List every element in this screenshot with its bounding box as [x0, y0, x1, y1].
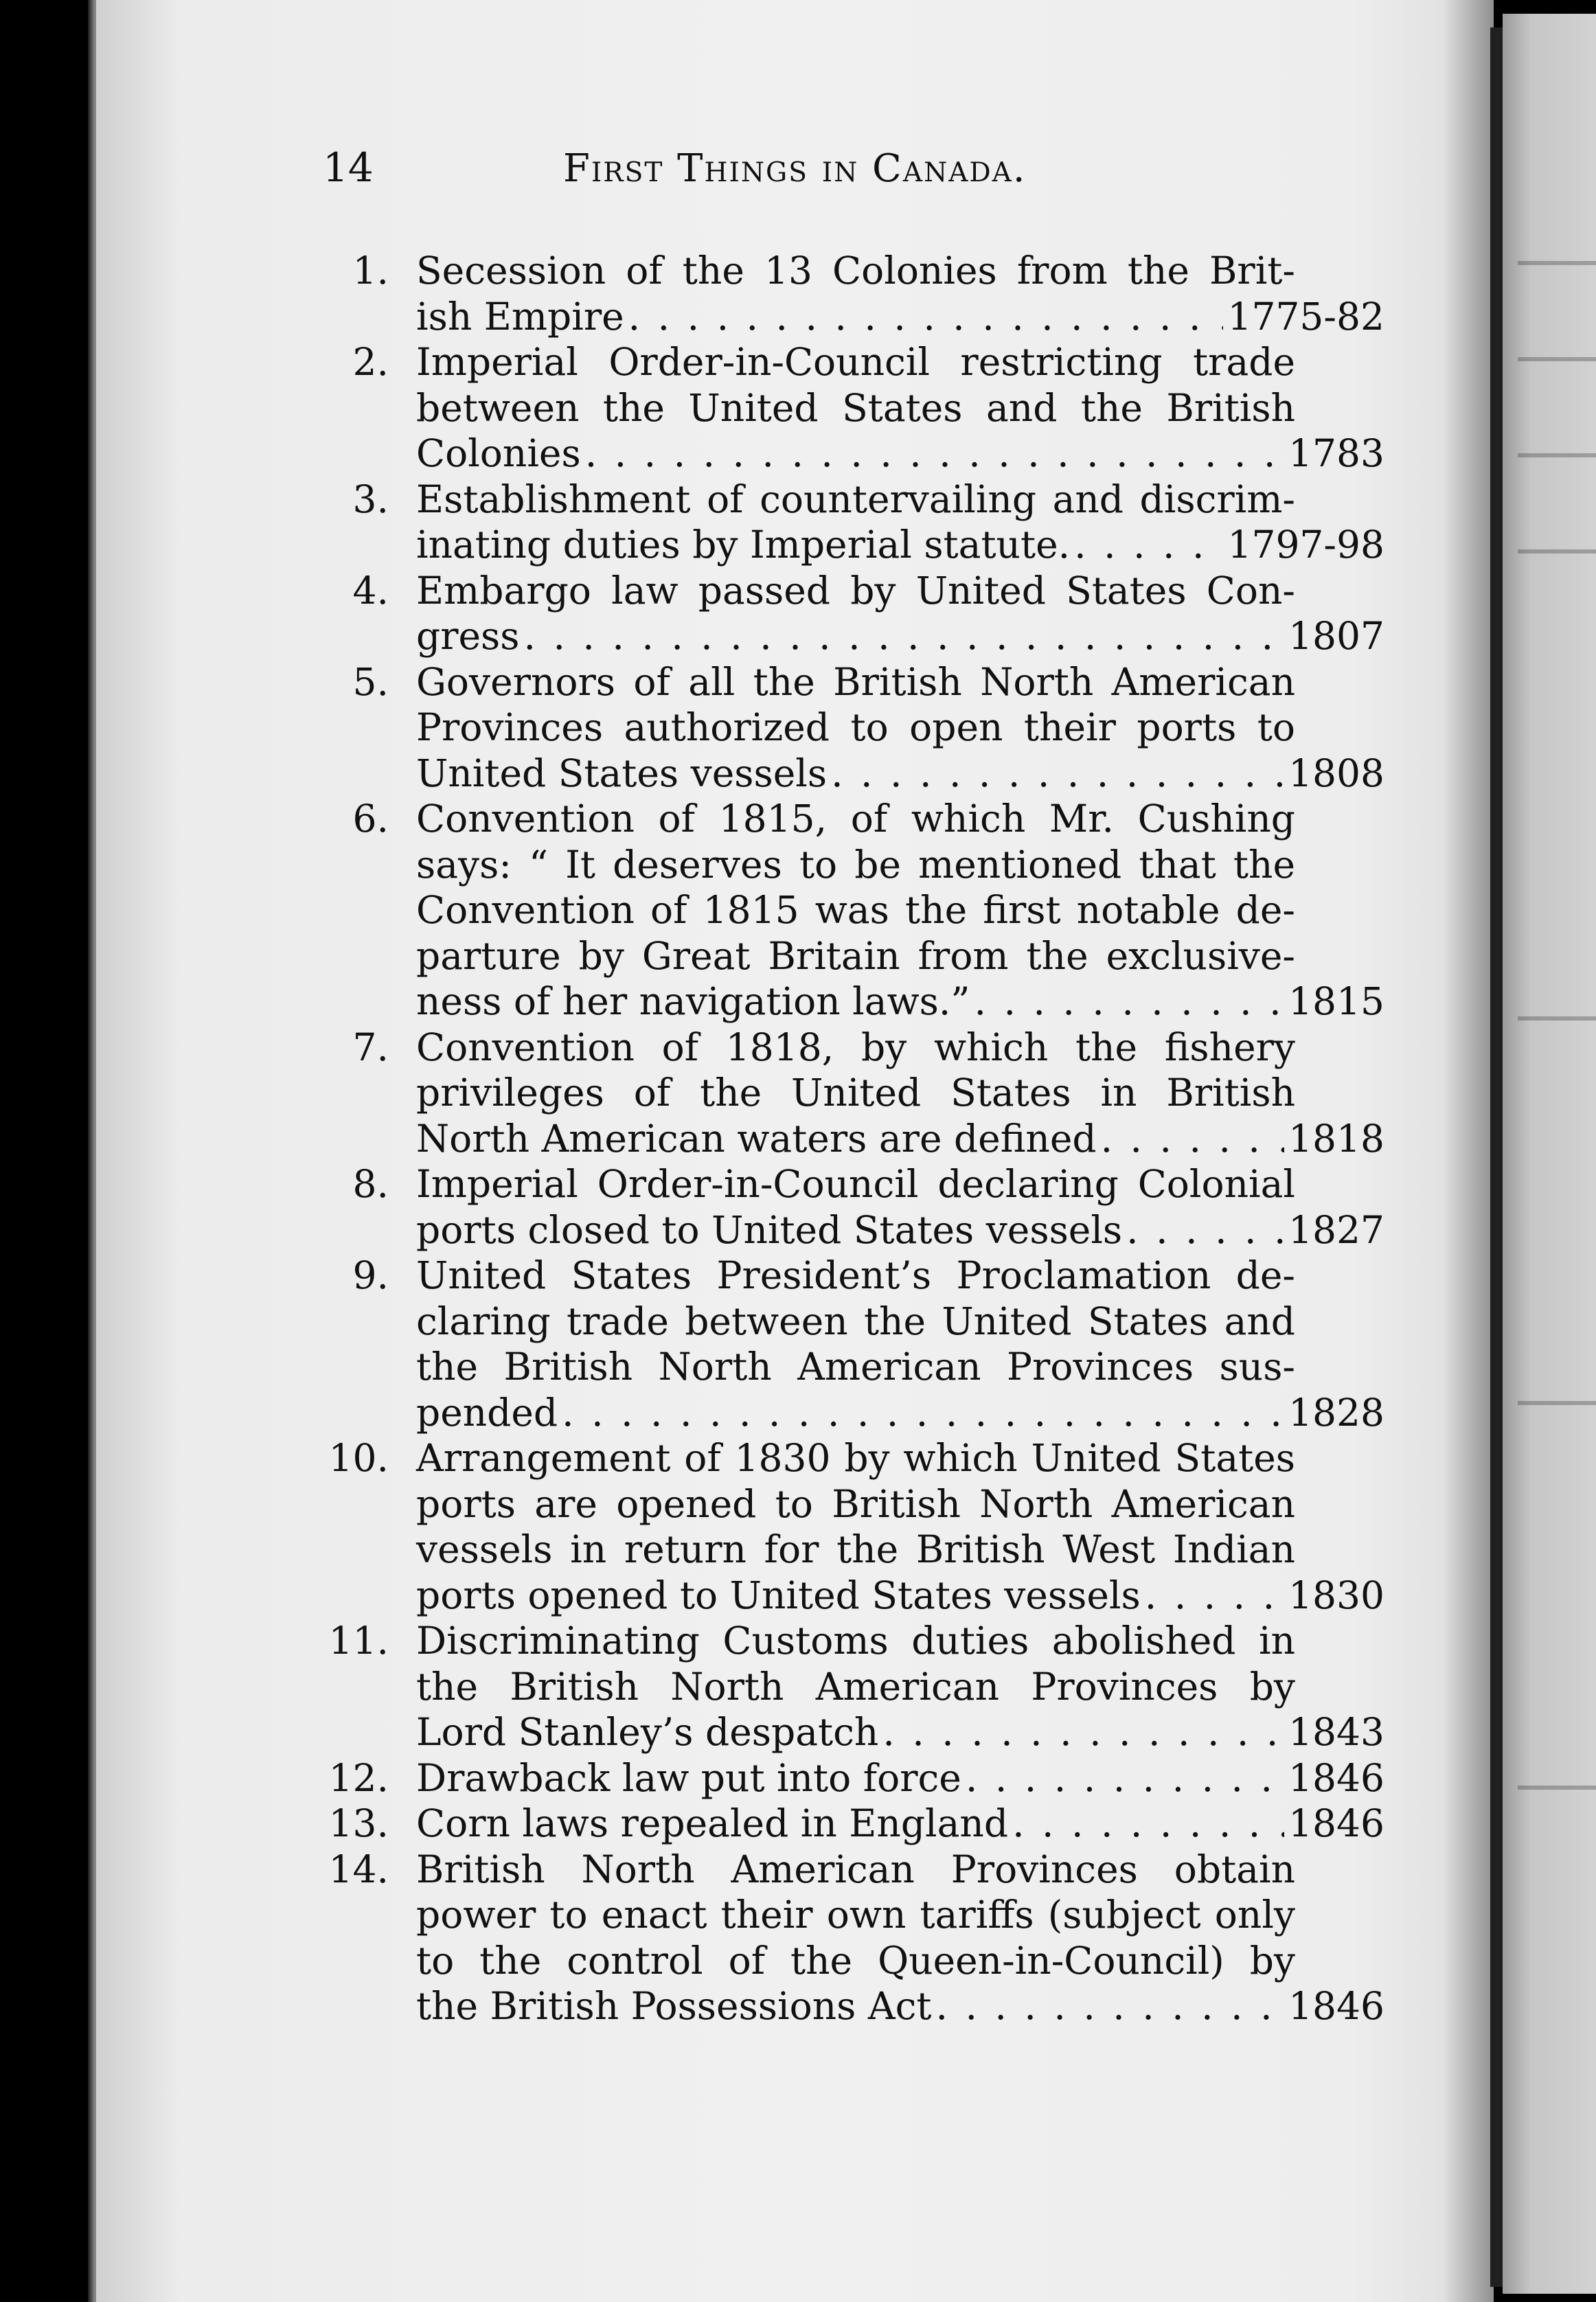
entry-final-line [416, 1117, 1384, 1161]
entry-text: Embargo law passed by United States Con- [416, 568, 1295, 613]
entry-number: 11. [328, 1619, 389, 1663]
entry-final-line [416, 751, 1384, 795]
chronology-list [0, 247, 1596, 2029]
entry-text: Imperial Order-in-Council restricting trade [416, 340, 1295, 384]
entry-number: 2. [352, 340, 389, 384]
entry-number: 13. [328, 1801, 389, 1845]
entry-line [0, 1572, 1596, 1618]
entry-line [0, 704, 1596, 750]
entry-line [0, 247, 1596, 293]
entry-text: Imperial Order-in-Council declaring Colonial [416, 1162, 1295, 1206]
entry-number: 6. [352, 797, 389, 841]
entry-date: 1828 [1288, 1390, 1384, 1435]
dot-leaders [562, 1391, 1284, 1435]
entry-text: Secession of the 13 Colonies from the Brit- [416, 249, 1295, 293]
entry-final-line [416, 979, 1384, 1023]
entry-date: 1846 [1288, 1755, 1384, 1800]
entry-line [0, 795, 1596, 841]
entry-number: 12. [328, 1755, 389, 1800]
entry-line [0, 1069, 1596, 1115]
entry-text: Lord Stanley’s despatch [416, 1710, 879, 1754]
entry-text: ish Empire [416, 294, 624, 339]
entry-line [0, 1389, 1596, 1435]
entry-line [0, 933, 1596, 979]
entry-date: 1815 [1288, 979, 1384, 1023]
dot-leaders [628, 295, 1224, 339]
entry-line [0, 1207, 1596, 1253]
entry-line [0, 659, 1596, 705]
entry-line [0, 1115, 1596, 1161]
entry-final-line [416, 1801, 1384, 1845]
entry-text: ness of her navigation laws.” [416, 979, 970, 1023]
entry-line [0, 567, 1596, 613]
entry-line [0, 521, 1596, 567]
dot-leaders [585, 431, 1284, 475]
entry-number: 9. [352, 1253, 389, 1297]
entry-text: between the United States and the British [416, 385, 1295, 430]
entry-line [0, 1983, 1596, 2029]
dot-leaders [882, 1710, 1284, 1754]
entry-line [0, 1343, 1596, 1389]
entry-line [0, 430, 1596, 476]
entry-text: British North American Provinces obtain [416, 1847, 1295, 1891]
dot-leaders [974, 979, 1284, 1023]
page-number: 14 [323, 144, 374, 191]
entry-text: Governors of all the British North American [416, 659, 1295, 704]
chronology-entry [0, 1800, 1596, 1846]
dot-leaders [1126, 1208, 1284, 1252]
entry-text: Arrangement of 1830 by which United States [416, 1436, 1295, 1480]
entry-text: ports are opened to British North American [416, 1481, 1295, 1526]
entry-final-line [416, 1756, 1384, 1800]
entry-text: Convention of 1815 was the first notable de- [416, 888, 1295, 932]
entry-line [0, 1298, 1596, 1344]
entry-text: Convention of 1818, by which the fishery [416, 1025, 1295, 1069]
entry-line [0, 1846, 1596, 1892]
entry-date: 1797-98 [1227, 523, 1384, 567]
entry-line [0, 1024, 1596, 1070]
entry-text: Colonies [416, 431, 581, 475]
entry-line [0, 750, 1596, 796]
chronology-entry [0, 476, 1596, 567]
entry-line [0, 1161, 1596, 1207]
entry-text: Corn laws repealed in England [416, 1801, 1009, 1845]
dot-leaders [966, 1756, 1284, 1800]
entry-date: 1775-82 [1227, 294, 1384, 339]
entry-text: Establishment of countervailing and discrim- [416, 477, 1295, 521]
entry-date: 1807 [1288, 614, 1384, 658]
chronology-entry [0, 247, 1596, 339]
chronology-entry [0, 659, 1596, 796]
dot-leaders [1074, 523, 1223, 567]
entry-text: United States vessels [416, 751, 828, 795]
entry-line [0, 1800, 1596, 1846]
entry-final-line [416, 431, 1384, 475]
entry-line [0, 293, 1596, 339]
entry-text: gress [416, 614, 520, 658]
entry-final-line [416, 1391, 1384, 1435]
entry-line [0, 1435, 1596, 1481]
entry-text: North American waters are defined [416, 1116, 1097, 1161]
entry-line [0, 978, 1596, 1024]
chronology-entry [0, 339, 1596, 476]
dot-leaders [935, 1984, 1284, 2028]
entry-final-line [416, 523, 1384, 567]
entry-line [0, 1937, 1596, 1983]
entry-text: parture by Great Britain from the exclusive- [416, 933, 1295, 978]
entry-text: Convention of 1815, of which Mr. Cushing [416, 797, 1295, 841]
chronology-entry [0, 1161, 1596, 1252]
entry-text: vessels in return for the British West Indian [416, 1527, 1295, 1571]
entry-number: 5. [352, 659, 389, 704]
entry-date: 1818 [1288, 1116, 1384, 1161]
entry-text: ports opened to United States vessels [416, 1573, 1141, 1617]
entry-line [0, 1526, 1596, 1572]
entry-number: 10. [328, 1436, 389, 1480]
entry-text: ports closed to United States vessels [416, 1207, 1123, 1252]
entry-line [0, 1252, 1596, 1298]
entry-date: 1846 [1288, 1801, 1384, 1845]
entry-final-line [416, 295, 1384, 339]
dot-leaders [831, 751, 1284, 795]
entry-line [0, 613, 1596, 659]
entry-text: the British North American Provinces sus- [416, 1345, 1295, 1389]
entry-line [0, 1755, 1596, 1801]
entry-text: power to enact their own tariffs (subject only [416, 1893, 1295, 1937]
entry-line [0, 1663, 1596, 1709]
entry-text: privileges of the United States in British [416, 1071, 1295, 1115]
dot-leaders [1145, 1573, 1284, 1617]
dot-leaders [1012, 1801, 1284, 1845]
entry-text: claring trade between the United States and [416, 1299, 1295, 1343]
entry-number: 3. [352, 477, 389, 521]
entry-text: Provinces authorized to open their ports to [416, 705, 1295, 749]
entry-final-line [416, 1208, 1384, 1252]
running-head: First Things in Canada. [563, 146, 1027, 191]
chronology-entry [0, 1617, 1596, 1755]
chronology-entry [0, 795, 1596, 1024]
chronology-entry [0, 1846, 1596, 2029]
chronology-entry [0, 1252, 1596, 1435]
entry-text: says: “ It deserves to be mentioned that the [416, 842, 1295, 887]
entry-line [0, 339, 1596, 385]
entry-line [0, 887, 1596, 933]
chronology-entry [0, 1435, 1596, 1617]
entry-line [0, 476, 1596, 522]
entry-number: 1. [352, 249, 389, 293]
entry-final-line [416, 1984, 1384, 2028]
entry-text: inating duties by Imperial statute. [416, 523, 1071, 567]
entry-text: Drawback law put into force [416, 1755, 961, 1800]
entry-date: 1783 [1288, 431, 1384, 475]
entry-line [0, 1481, 1596, 1527]
entry-line [0, 1891, 1596, 1937]
entry-number: 7. [352, 1025, 389, 1069]
entry-text: pended [416, 1390, 558, 1435]
entry-text: the British Possessions Act [416, 1984, 932, 2028]
entry-text: the British North American Provinces by [416, 1664, 1295, 1709]
entry-line [0, 385, 1596, 431]
entry-date: 1808 [1288, 751, 1384, 795]
entry-text: United States President’s Proclamation de- [416, 1253, 1295, 1297]
dot-leaders [1101, 1117, 1284, 1161]
entry-date: 1827 [1288, 1207, 1384, 1252]
entry-line [0, 1709, 1596, 1755]
entry-final-line [416, 1573, 1384, 1617]
entry-final-line [416, 614, 1384, 658]
dot-leaders [524, 614, 1285, 658]
entry-text: to the control of the Queen-in-Council) by [416, 1938, 1295, 1983]
entry-final-line [416, 1710, 1384, 1754]
entry-text: Discriminating Customs duties abolished in [416, 1619, 1295, 1663]
page-header [0, 141, 1596, 203]
entry-line [0, 1617, 1596, 1663]
entry-number: 8. [352, 1162, 389, 1206]
entry-number: 4. [352, 568, 389, 613]
entry-number: 14. [328, 1847, 389, 1891]
entry-line [0, 841, 1596, 887]
chronology-entry [0, 567, 1596, 659]
entry-date: 1846 [1288, 1984, 1384, 2028]
entry-date: 1830 [1288, 1573, 1384, 1617]
chronology-entry [0, 1024, 1596, 1161]
entry-date: 1843 [1288, 1710, 1384, 1754]
chronology-entry [0, 1755, 1596, 1801]
